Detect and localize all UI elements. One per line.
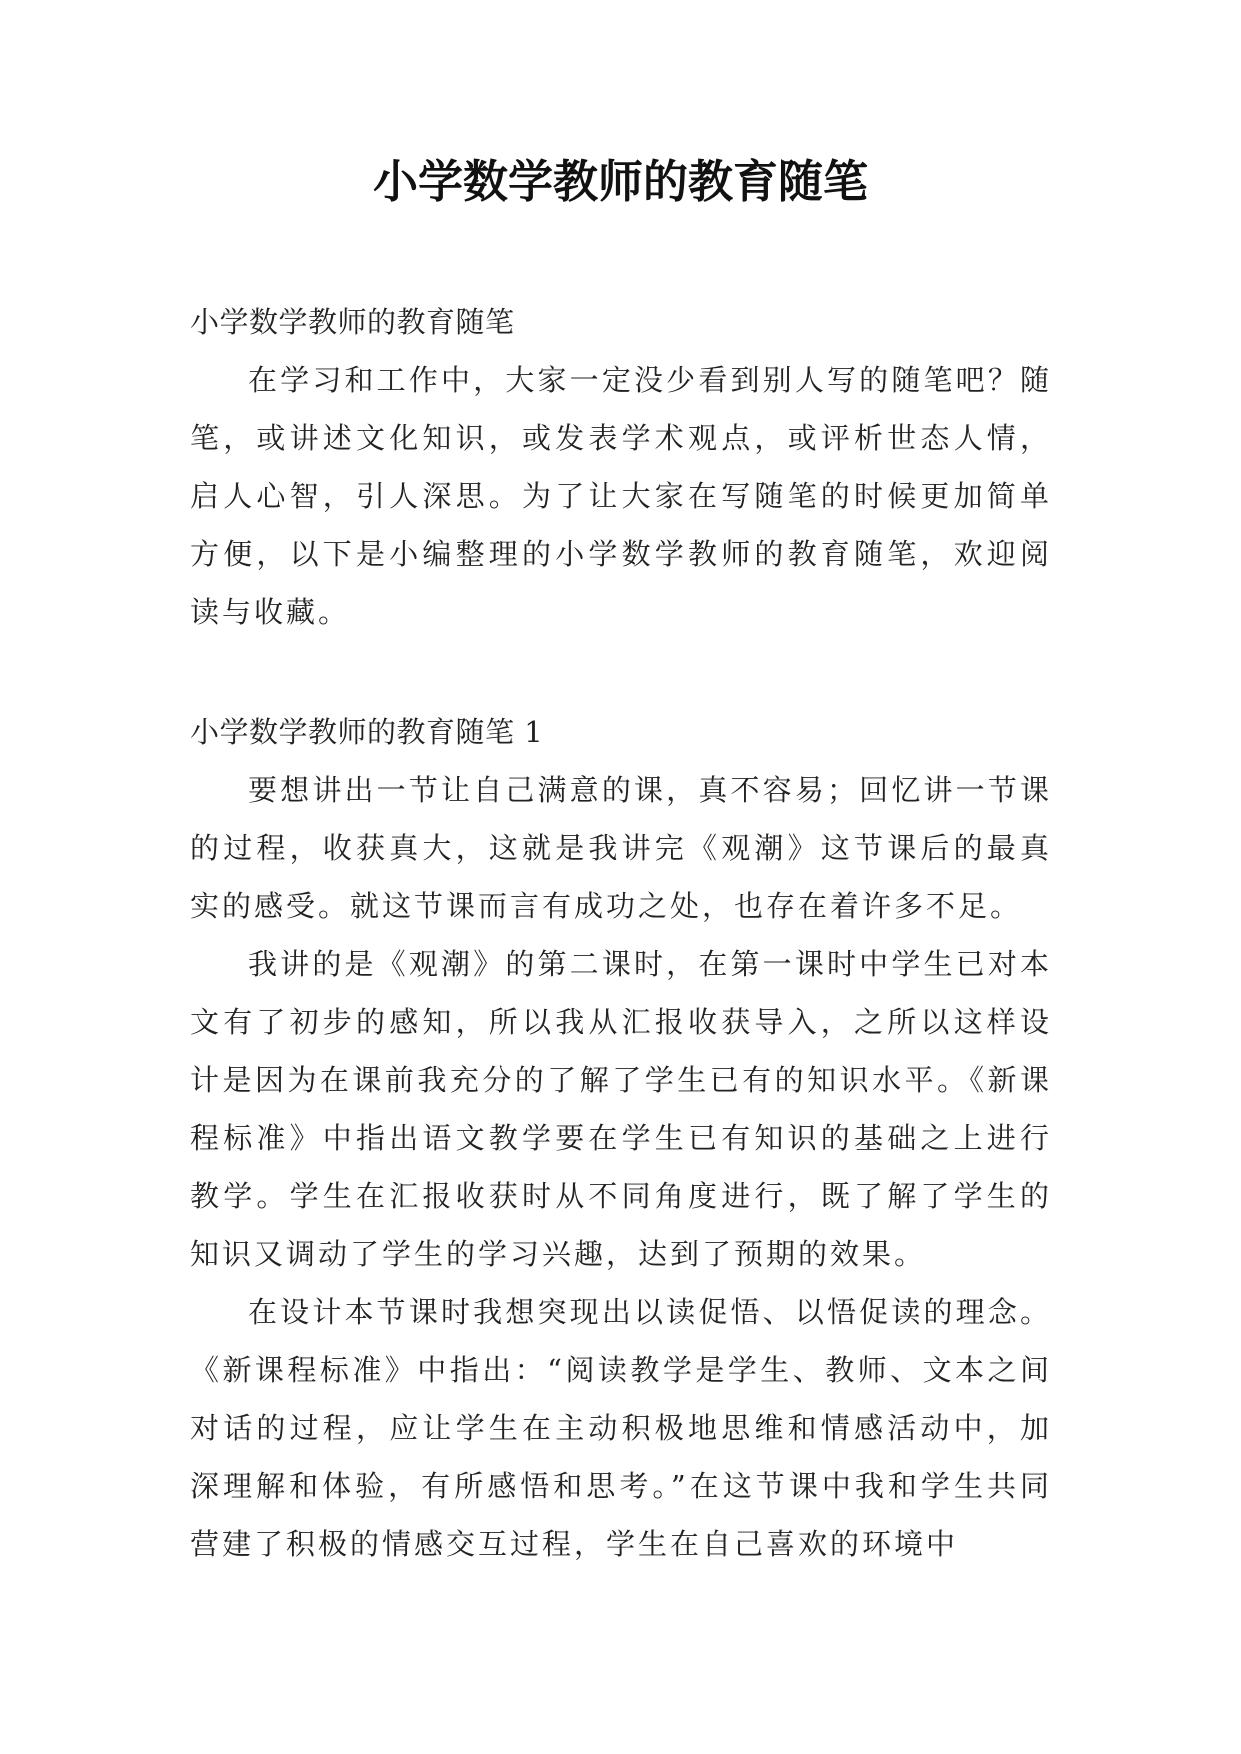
intro-paragraph: 在学习和工作中，大家一定没少看到别人写的随笔吧？随笔，或讲述文化知识，或发表学术观点，或评析世态人情，启人心智，引人深思。为了让大家在写随笔的时候更加简单方便，以下是小编整理的小学数学教师的教育随笔，欢迎阅读与收藏。	[190, 363, 1052, 629]
body-paragraph-2: 我讲的是《观潮》的第二课时，在第一课时中学生已对本文有了初步的感知，所以我从汇报收获导入，之所以这样设计是因为在课前我充分的了解了学生已有的知识水平。《新课程标准》中指出语文教学要在学生已有知识的基础之上进行教学。学生在汇报收获时从不同角度进行，既了解了学生的知识又调动了学生的学习兴趣，达到了预期的效果。	[190, 947, 1052, 1271]
document-body	[190, 293, 1052, 1573]
body-paragraph-3: 在设计本节课时我想突现出以读促悟、以悟促读的理念。《新课程标准》中指出：“阅读教学是学生、教师、文本之间对话的过程，应让学生在主动积极地思维和情感活动中，加深理解和体验，有所感悟和思考。”在这节课中我和学生共同营建了积极的情感交互过程，学生在自己喜欢的环境中	[190, 1295, 1052, 1561]
body-paragraph-1: 要想讲出一节让自己满意的课，真不容易；回忆讲一节课的过程，收获真大，这就是我讲完《观潮》这节课后的最真实的感受。就这节课而言有成功之处，也存在着许多不足。	[190, 773, 1052, 923]
section-spacer	[190, 641, 1052, 703]
intro-heading: 小学数学教师的教育随笔	[190, 305, 515, 339]
document-title: 小学数学教师的教育随笔	[372, 155, 868, 208]
section-heading: 小学数学教师的教育随笔 1	[190, 715, 544, 749]
